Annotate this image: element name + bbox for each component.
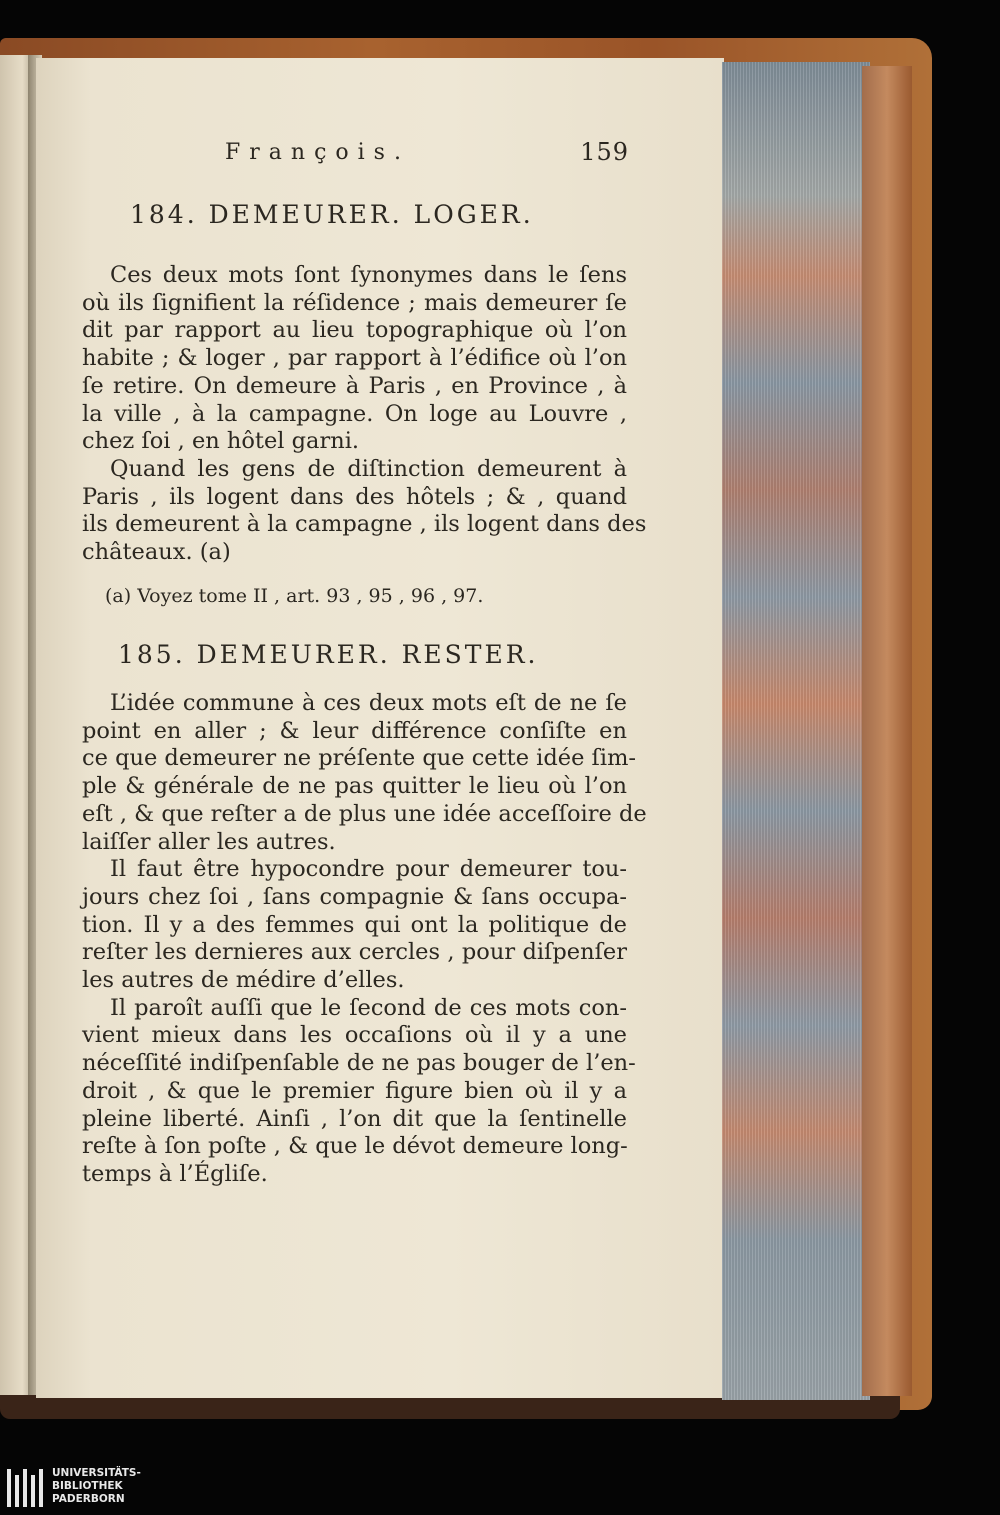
logo-line: BIBLIOTHEK <box>52 1480 123 1492</box>
footnote: (a) Voyez tome II , art. 93 , 95 , 96 , 97. <box>105 585 484 607</box>
running-head-title: François. <box>225 140 410 165</box>
text-line: Ces deux mots ſont ſynonymes dans le ſens <box>110 262 627 288</box>
text-line: habite ; & loger , par rapport à l’édifice où l’on <box>82 345 627 372</box>
text-line: reſte à ſon poſte , & que le dévot demeure long- <box>82 1133 628 1160</box>
text-line: ils demeurent à la campagne , ils logent dans des <box>82 511 647 538</box>
text-line: laiſſer aller les autres. <box>82 828 336 855</box>
text-line: ſe retire. On demeure à Paris , en Province , à <box>82 372 627 399</box>
text-line: châteaux. (a) <box>82 539 231 566</box>
text-line: la ville , à la campagne. On loge au Louvre , <box>82 400 627 427</box>
text-line: point en aller ; & leur différence conſiſte en <box>82 717 627 744</box>
library-logo-text <box>52 1467 141 1506</box>
text-line: néceſſité indiſpenſable de ne pas bouger de l’en- <box>82 1050 636 1077</box>
article-heading-185: 185. DEMEURER. RESTER. <box>118 640 539 669</box>
text-line: droit , & que le premier figure bien où il y a <box>82 1077 627 1104</box>
page-number: 159 <box>580 138 629 166</box>
text-line: où ils ſignifient la réſidence ; mais demeurer ſe <box>82 289 627 316</box>
library-logo-icon <box>6 1467 46 1509</box>
running-head <box>225 140 635 165</box>
text-line: les autres de médire d’elles. <box>82 967 405 994</box>
text-line: chez ſoi , en hôtel garni. <box>82 428 360 455</box>
footer-bar <box>0 1465 1000 1515</box>
logo-line: PADERBORN <box>52 1493 125 1505</box>
text-line: Il faut être hypocondre pour demeurer tou- <box>110 856 627 883</box>
text-line: vient mieux dans les occaſions où il y a une <box>82 1022 627 1049</box>
text-line: reſter les dernieres aux cercles , pour diſpenſer <box>82 939 627 966</box>
text-line: tion. Il y a des femmes qui ont la politique de <box>82 911 627 938</box>
text-line: L’idée commune à ces deux mots eſt de ne ſe <box>110 690 627 716</box>
text-line: Paris , ils logent dans des hôtels ; & , quand <box>82 483 627 510</box>
text-line: eſt , & que reſter a de plus une idée acceſſoire de <box>82 800 647 827</box>
article-185-body <box>82 690 647 1189</box>
text-line: dit par rapport au lieu topographique où l’on <box>82 317 627 344</box>
text-line: pleine liberté. Ainſi , l’on dit que la ſentinelle <box>82 1105 627 1132</box>
article-heading-184: 184. DEMEURER. LOGER. <box>130 200 534 229</box>
logo-line: UNIVERSITÄTS- <box>52 1467 141 1479</box>
text-line: ce que demeurer ne préſente que cette idée ſim- <box>82 745 637 772</box>
article-184-body <box>82 262 647 567</box>
text-line: jours chez ſoi , ſans compagnie & ſans occupa- <box>82 883 627 910</box>
text-line: ple & générale de ne pas quitter le lieu où l’on <box>82 773 627 800</box>
text-line: Il paroît auſſi que le ſecond de ces mots con- <box>110 994 627 1021</box>
text-line: temps à l’Égliſe. <box>82 1160 268 1187</box>
page-fore-edge <box>722 62 870 1400</box>
text-line: Quand les gens de diſtinction demeurent à <box>110 455 627 482</box>
cover-rim <box>862 66 912 1396</box>
